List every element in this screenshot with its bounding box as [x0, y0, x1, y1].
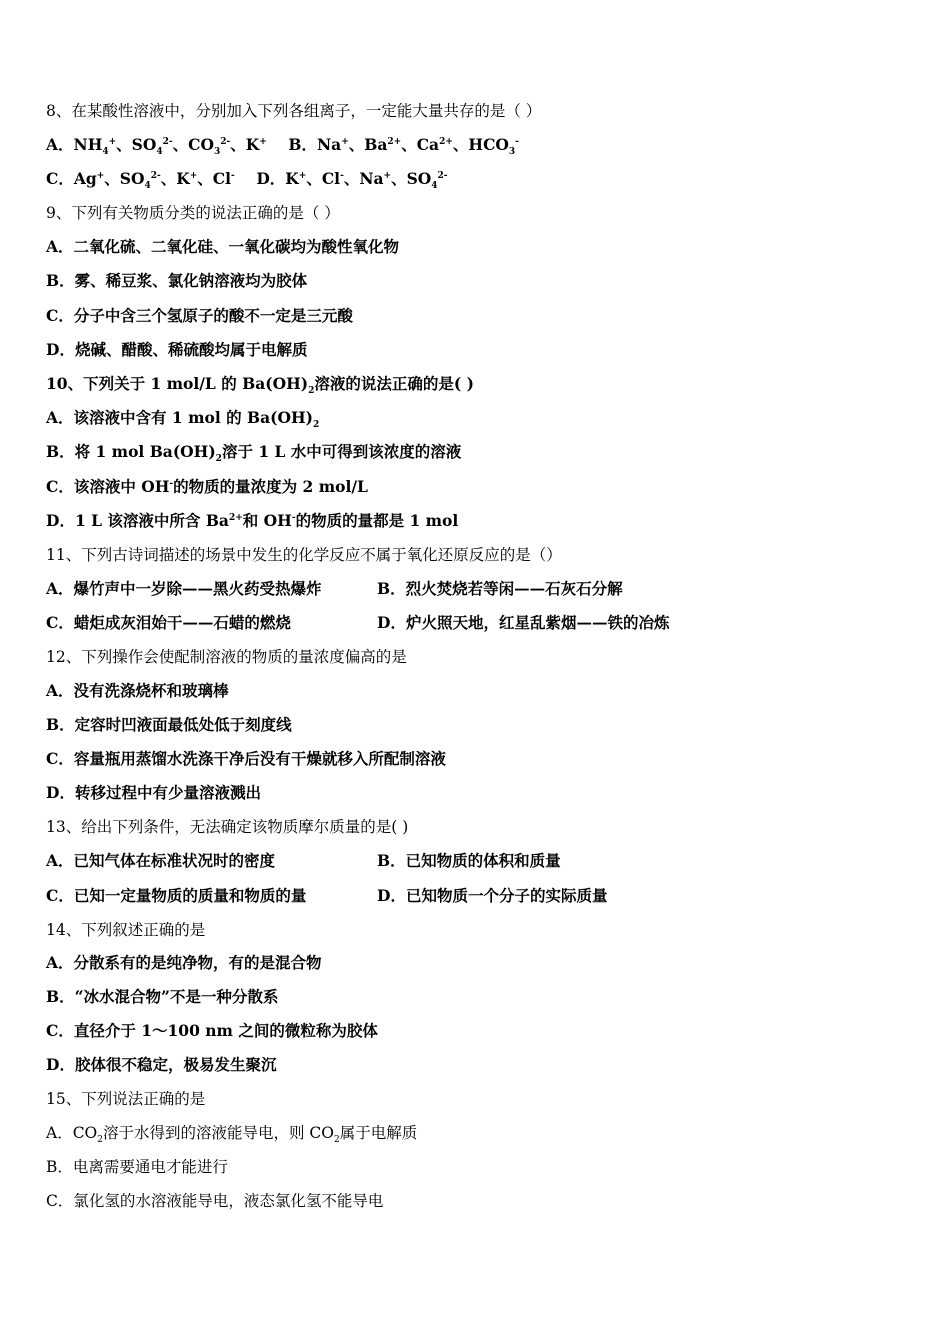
q13-option-a: A．已知气体在标准状况时的密度: [46, 851, 276, 870]
q9-option-d: D．烧碱、醋酸、稀硫酸均属于电解质: [46, 340, 308, 359]
q8-c-ion: 、Cl: [197, 169, 231, 188]
q12-stem: 12、下列操作会使配制溶液的物质的量浓度偏高的是: [46, 648, 407, 666]
q14-option-c: C．直径介于 1～100 nm 之间的微粒称为胶体: [46, 1021, 378, 1040]
q15-option-b: B．电离需要通电才能进行: [46, 1158, 228, 1176]
q10-c-text: C．该溶液中 OH: [46, 477, 170, 496]
q11-option-b: B．烈火焚烧若等闲——石灰石分解: [377, 579, 623, 598]
q12-option-d: D．转移过程中有少量溶液溅出: [46, 783, 261, 802]
q13-option-c: C．已知一定量物质的质量和物质的量: [46, 886, 307, 905]
q8-b-label: B．: [288, 135, 317, 154]
q14-stem: 14、下列叙述正确的是: [46, 921, 206, 939]
q15-stem: 15、下列说法正确的是: [46, 1090, 206, 1108]
sub: 3: [213, 147, 221, 158]
q13-option-d: D．已知物质一个分子的实际质量: [377, 886, 608, 905]
q9-option-a: A．二氧化硫、二氧化硅、一氧化碳均为酸性氧化物: [46, 237, 400, 256]
q8-a-label: A．: [46, 135, 74, 154]
q10-stem: [46, 373, 474, 395]
q8-a-ion: 、K: [230, 135, 260, 154]
q14-option-d: D．胶体很不稳定，极易发生聚沉: [46, 1055, 277, 1074]
q10-a-text: A．该溶液中含有 1 mol 的 Ba(OH): [46, 408, 313, 427]
q8-d-ion: 、Na: [343, 169, 384, 188]
q9-option-b: B．雾、稀豆浆、氯化钠溶液均为胶体: [46, 271, 308, 290]
q8-options-ab: [46, 134, 519, 156]
sup: 2-: [150, 170, 161, 181]
q8-a-ion: 、CO: [172, 135, 214, 154]
q12-option-c: C．容量瓶用蒸馏水洗涤干净后没有干燥就移入所配制溶液: [46, 749, 446, 768]
sub: 4: [102, 147, 109, 158]
sup: 2+: [439, 136, 453, 147]
q9-stem: 9、下列有关物质分类的说法正确的是（ ）: [46, 204, 340, 222]
q11-stem: 11、下列古诗词描述的场景中发生的化学反应不属于氧化还原反应的是（）: [46, 546, 562, 564]
sup: +: [259, 136, 267, 147]
q10-option-b: [46, 441, 461, 463]
sup: 2-: [437, 170, 448, 181]
q14-option-b: B．“冰水混合物”不是一种分散系: [46, 987, 279, 1006]
q12-option-a: A．没有洗涤烧杯和玻璃棒: [46, 681, 229, 700]
q10-option-a: [46, 407, 319, 429]
sup: 2+: [387, 136, 402, 147]
sub: 2: [312, 420, 320, 431]
q13-option-b: B．已知物质的体积和质量: [377, 851, 561, 870]
q8-d-ion: 、SO: [391, 169, 432, 188]
sub: 4: [144, 181, 151, 192]
q15-option-c: C．氯化氢的水溶液能导电，液态氯化氢不能导电: [46, 1192, 384, 1210]
q8-b-ion: 、HCO: [452, 135, 509, 154]
sup: +: [189, 170, 198, 181]
q10-option-d: [46, 510, 458, 532]
sub: 4: [156, 147, 163, 158]
sub: 3: [508, 147, 516, 158]
q11-option-c: C．蜡炬成灰泪始干——石蜡的燃烧: [46, 613, 291, 632]
sup: 2-: [220, 136, 231, 147]
sub: 2: [215, 454, 222, 465]
q8-d-ion: K: [285, 169, 299, 188]
q8-a-ion: 、SO: [116, 135, 157, 154]
sup: +: [383, 170, 392, 181]
q8-b-ion: 、Ca: [401, 135, 440, 154]
q9-option-c: C．分子中含三个氢原子的酸不一定是三元酸: [46, 306, 353, 325]
q10-stem-text: 10、下列关于 1 mol/L 的 Ba(OH): [46, 374, 309, 393]
q8-c-ion: 、K: [160, 169, 190, 188]
q14-option-a: A．分散系有的是纯净物，有的是混合物: [46, 953, 322, 972]
q10-option-c: [46, 476, 368, 498]
sub: 2: [308, 386, 315, 397]
q15-a-text: 溶于水得到的溶液能导电，则 CO: [103, 1124, 334, 1142]
q10-d-text: 的物质的量都是 1 mol: [295, 511, 459, 530]
q13-stem: 13、给出下列条件，无法确定该物质摩尔质量的是( ): [46, 818, 409, 836]
q15-a-text: 属于电解质: [339, 1124, 418, 1142]
sup: -: [231, 170, 235, 181]
q8-d-label: D．: [256, 169, 286, 188]
q10-b-text: B．将 1 mol Ba(OH): [46, 442, 216, 461]
q15-a-text: A．CO: [46, 1124, 98, 1142]
q8-d-ion: 、Cl: [306, 169, 341, 188]
q8-a-ion: NH: [73, 135, 103, 154]
q10-b-text: 溶于 1 L 水中可得到该浓度的溶液: [221, 442, 462, 461]
sup: +: [341, 136, 349, 147]
q11-option-d: D．炉火照天地，红星乱紫烟——铁的冶炼: [377, 613, 670, 632]
sup: +: [298, 170, 307, 181]
q8-b-ion: 、Ba: [348, 135, 388, 154]
q8-c-ion: Ag: [73, 169, 97, 188]
sup: 2+: [228, 512, 243, 523]
q8-c-label: C．: [46, 169, 74, 188]
sup: -: [515, 136, 519, 147]
sup: 2-: [162, 136, 173, 147]
q10-d-text: D．1 L 该溶液中所含 Ba: [46, 511, 229, 530]
q8-c-ion: 、SO: [104, 169, 145, 188]
q11-option-a: A．爆竹声中一岁除——黑火药受热爆炸: [46, 579, 322, 598]
q8-stem: 8、在某酸性溶液中，分别加入下列各组离子，一定能大量共存的是（ ）: [46, 102, 542, 120]
q10-stem-text: 溶液的说法正确的是( ): [314, 374, 474, 393]
q12-option-b: B．定容时凹液面最低处低于刻度线: [46, 715, 292, 734]
q8-b-ion: Na: [316, 135, 342, 154]
sup: +: [108, 136, 117, 147]
sup: -: [340, 170, 344, 181]
sup: +: [96, 170, 105, 181]
sub: 4: [431, 181, 438, 192]
sub: 2: [97, 1135, 103, 1146]
q10-d-text: 和 OH: [242, 511, 292, 530]
sup: -: [169, 478, 174, 489]
q15-option-a: [46, 1122, 417, 1144]
sup: -: [291, 512, 296, 523]
q8-options-cd: [46, 168, 448, 190]
sub: 2: [334, 1135, 340, 1146]
q10-c-text: 的物质的量浓度为 2 mol/L: [173, 477, 368, 496]
